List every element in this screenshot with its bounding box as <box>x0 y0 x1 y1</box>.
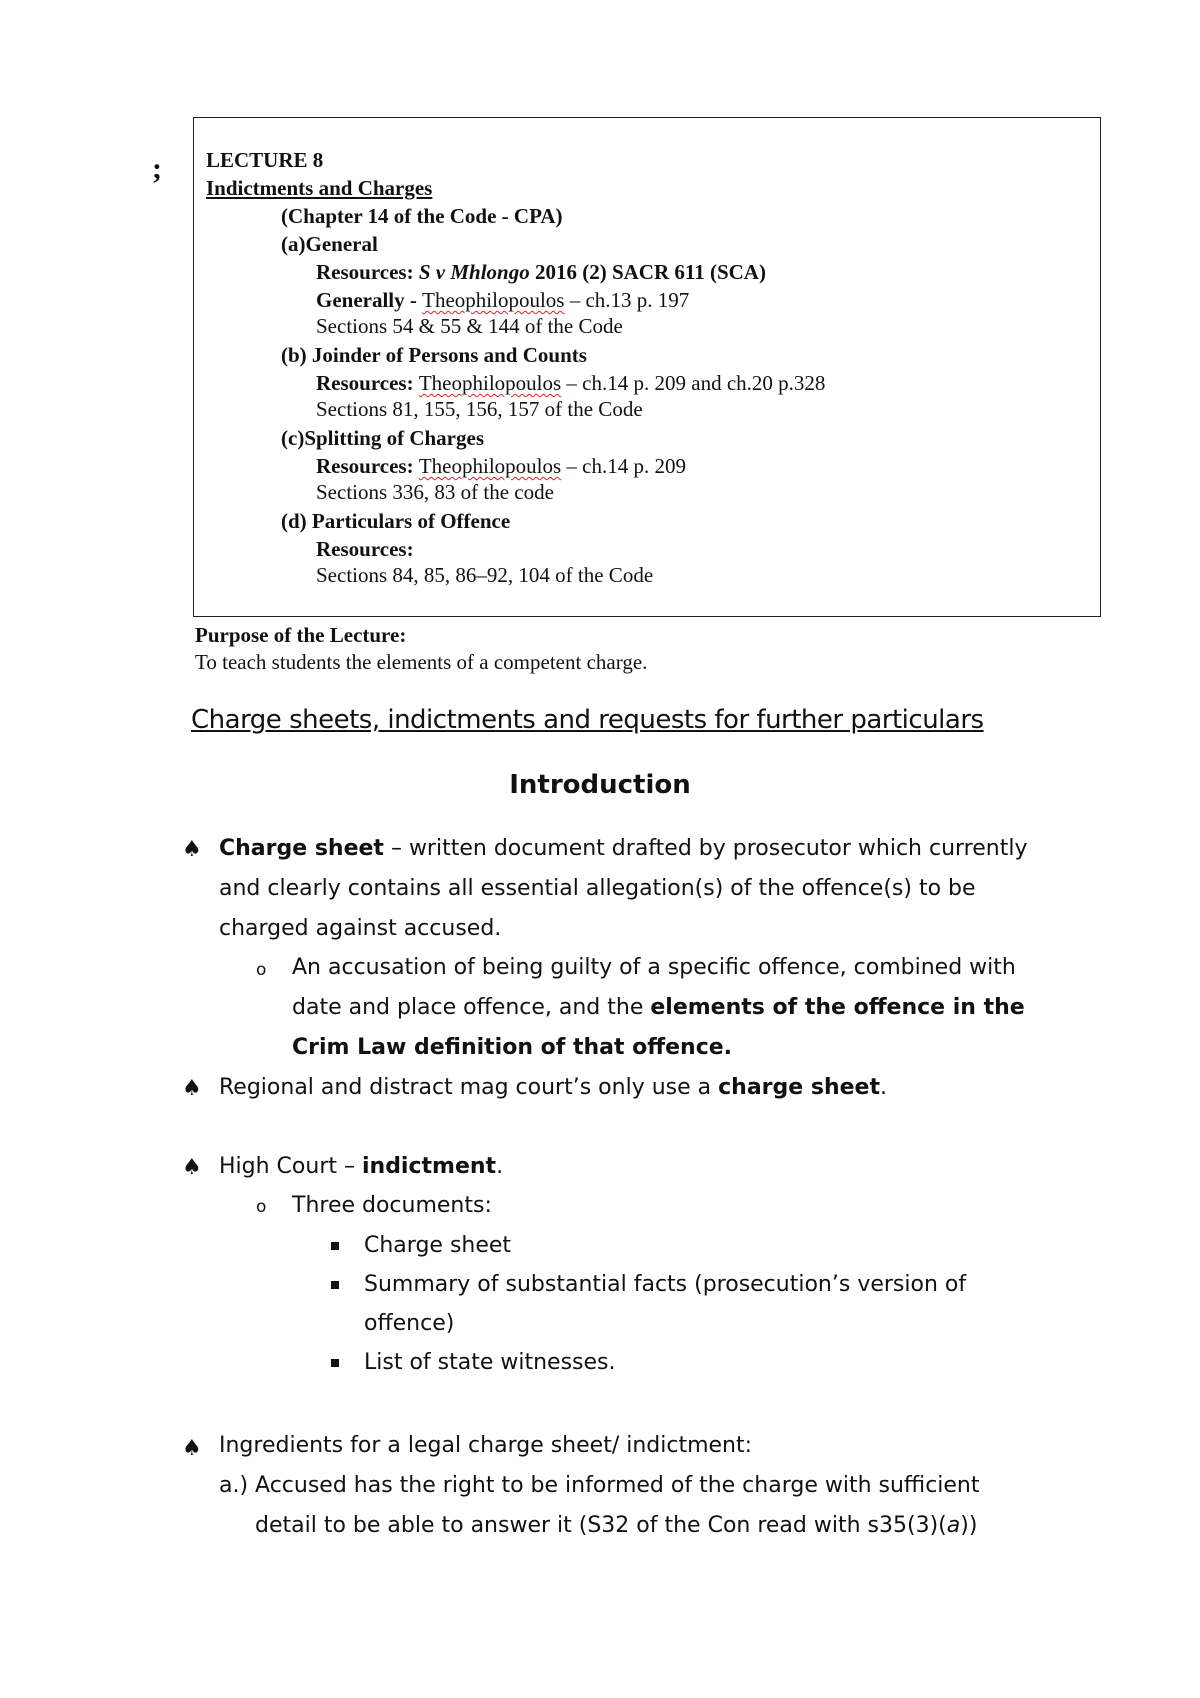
period: . <box>879 1075 887 1100</box>
section-d-resources: Resources: <box>316 537 414 561</box>
circle-bullet-icon: o <box>256 960 267 980</box>
document-item-witnesses: List of state witnesses. <box>364 1350 616 1375</box>
square-bullet-icon <box>331 1359 339 1367</box>
main-title: Charge sheets, indictments and requests for further particulars <box>191 705 984 735</box>
spade-bullet-icon: ♠ <box>182 837 202 862</box>
section-a-marker: (a) <box>281 232 306 256</box>
section-c-heading <box>281 426 484 451</box>
section-b-marker: (b) <box>281 343 307 367</box>
charge-sheet-term: Charge sheet <box>219 836 384 861</box>
charge-sheet-term: charge sheet <box>718 1075 880 1100</box>
accusation-bold: elements of the offence in the <box>650 995 1025 1020</box>
section-a-resources <box>316 260 766 285</box>
resources-label: Resources: <box>316 371 419 395</box>
chapter-page: – ch.14 p. 209 <box>561 454 686 478</box>
section-d-title: Particulars of Offence <box>311 509 511 533</box>
lecture-title: Indictments and Charges <box>206 176 433 200</box>
definition-text: – written document drafted by prosecutor which currently <box>383 836 1028 861</box>
chapter-reference: (Chapter 14 of the Code - CPA) <box>281 204 563 228</box>
section-c-title: Splitting of Charges <box>304 426 484 450</box>
ingredient-a-line2 <box>255 1513 977 1538</box>
accusation-line2 <box>292 995 1025 1020</box>
generally-label: Generally - <box>316 288 423 312</box>
ingredient-a-text: detail to be able to answer it (S32 of the Con read with s35(3)( <box>255 1513 947 1538</box>
section-c-marker: (c) <box>281 426 305 450</box>
author-name: Theophilopoulos <box>422 288 565 312</box>
case-name: S v Mhlongo <box>418 260 530 284</box>
case-citation: 2016 (2) SACR 611 (SCA) <box>529 260 766 284</box>
accusation-plain: date and place offence, and the <box>292 995 651 1020</box>
section-a-heading <box>281 232 378 257</box>
regional-court-text: Regional and distract mag court’s only use a <box>219 1075 719 1100</box>
indictment-term: indictment <box>361 1154 497 1179</box>
circle-bullet-icon: o <box>256 1197 267 1217</box>
section-b-title: Joinder of Persons and Counts <box>311 343 587 367</box>
chapter-page: – ch.13 p. 197 <box>564 288 690 312</box>
section-d-marker: (d) <box>281 509 307 533</box>
spade-bullet-icon: ♠ <box>182 1076 202 1101</box>
three-documents-label: Three documents: <box>292 1193 492 1218</box>
charge-sheet-definition-line1 <box>219 836 1027 861</box>
ingredient-a-italic: a <box>946 1513 961 1538</box>
document-item-summary-cont: offence) <box>364 1311 455 1336</box>
square-bullet-icon <box>331 1242 339 1250</box>
spade-bullet-icon: ♠ <box>182 1155 202 1180</box>
introduction-heading: Introduction <box>509 770 691 800</box>
accusation-line3: Crim Law definition of that offence. <box>292 1035 733 1060</box>
charge-sheet-definition-line3: charged against accused. <box>219 916 502 941</box>
purpose-text: To teach students the elements of a competent charge. <box>195 650 648 674</box>
high-court-note <box>219 1154 503 1179</box>
section-d-heading <box>281 509 510 534</box>
section-b-heading <box>281 343 587 368</box>
author-name: Theophilopoulos <box>418 454 562 478</box>
section-d-code-sections: Sections 84, 85, 86–92, 104 of the Code <box>316 563 654 587</box>
accusation-line1: An accusation of being guilty of a specific offence, combined with <box>292 955 1016 980</box>
section-a-code-sections: Sections 54 & 55 & 144 of the Code <box>316 314 623 338</box>
charge-sheet-definition-line2: and clearly contains all essential allegation(s) of the offence(s) to be <box>219 876 976 901</box>
document-item-summary: Summary of substantial facts (prosecution’s version of <box>364 1272 967 1297</box>
period: . <box>496 1154 504 1179</box>
stray-semicolon: ; <box>152 152 162 185</box>
spade-bullet-icon: ♠ <box>182 1436 202 1461</box>
resources-label: Resources: <box>316 454 419 478</box>
section-a-title: General <box>305 232 378 256</box>
lecture-number: LECTURE 8 <box>206 148 324 172</box>
ingredients-heading: Ingredients for a legal charge sheet/ indictment: <box>219 1433 753 1458</box>
author-name: Theophilopoulos <box>418 371 562 395</box>
chapter-page: – ch.14 p. 209 and ch.20 p.328 <box>561 371 826 395</box>
regional-court-note <box>219 1075 887 1100</box>
resources-label: Resources: <box>316 260 419 284</box>
purpose-label: Purpose of the Lecture: <box>195 623 407 647</box>
ingredient-a-close: )) <box>960 1513 978 1538</box>
document-item-charge-sheet: Charge sheet <box>364 1233 512 1258</box>
square-bullet-icon <box>331 1281 339 1289</box>
section-b-code-sections: Sections 81, 155, 156, 157 of the Code <box>316 397 643 421</box>
section-a-generally <box>316 288 689 313</box>
section-c-code-sections: Sections 336, 83 of the code <box>316 480 554 504</box>
ingredient-a-line1: a.) Accused has the right to be informed of the charge with sufficient <box>219 1473 980 1498</box>
section-b-resources <box>316 371 825 396</box>
section-c-resources <box>316 454 686 479</box>
high-court-text: High Court – <box>219 1154 362 1179</box>
